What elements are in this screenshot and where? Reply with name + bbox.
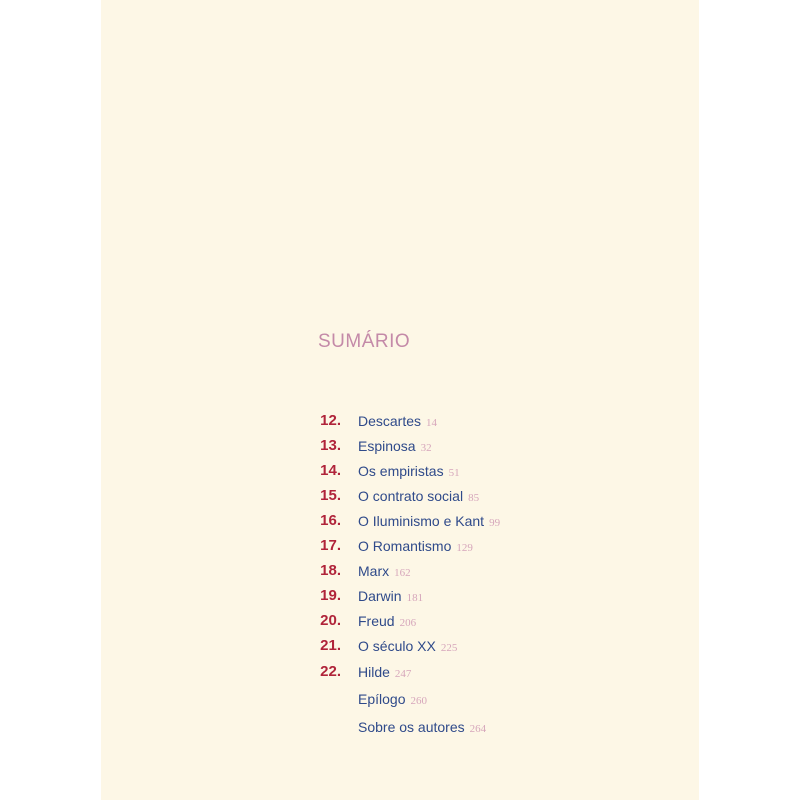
toc-entry[interactable] <box>0 688 800 710</box>
page-number: 206 <box>399 617 417 629</box>
chapter-title: O Romantismo <box>358 538 452 554</box>
toc-entry[interactable] <box>0 410 800 432</box>
toc-entry[interactable] <box>0 585 800 607</box>
page-number: 181 <box>406 592 424 604</box>
chapter-title: Espinosa <box>358 438 416 454</box>
chapter-number: 22. <box>320 663 341 680</box>
toc-entry[interactable] <box>0 435 800 457</box>
page-number: 14 <box>426 417 438 429</box>
chapter-title: Freud <box>358 613 395 629</box>
chapter-title: O contrato social <box>358 488 464 504</box>
page-number: 32 <box>420 442 432 454</box>
toc-entry[interactable] <box>0 535 800 557</box>
toc-entry[interactable] <box>0 661 800 683</box>
chapter-number: 16. <box>320 512 341 529</box>
chapter-title: Descartes <box>358 413 422 429</box>
page-number: 225 <box>440 642 458 654</box>
chapter-number: 13. <box>320 437 341 454</box>
chapter-number: 18. <box>320 562 341 579</box>
chapter-title: Marx <box>358 563 390 579</box>
chapter-number: 21. <box>320 637 341 654</box>
page-number: 129 <box>456 542 473 554</box>
toc-entry[interactable] <box>0 485 800 507</box>
toc-entry[interactable] <box>0 716 800 738</box>
chapter-number: 15. <box>320 487 341 504</box>
page-number: 162 <box>394 567 411 579</box>
chapter-number: 20. <box>320 612 341 629</box>
chapter-title: Sobre os autores <box>358 719 465 735</box>
page-number: 260 <box>410 695 427 707</box>
toc-entry[interactable] <box>0 510 800 532</box>
chapter-title: Hilde <box>358 664 390 680</box>
chapter-title: Os empiristas <box>358 463 444 479</box>
toc-entry[interactable] <box>0 610 800 632</box>
page-title: SUMÁRIO <box>318 331 411 352</box>
chapter-title: Darwin <box>358 588 402 604</box>
toc-entry[interactable] <box>0 635 800 657</box>
chapter-number: 19. <box>320 587 341 604</box>
toc-entry[interactable] <box>0 560 800 582</box>
page-number: 51 <box>448 467 460 479</box>
page-number: 85 <box>468 492 480 504</box>
chapter-number: 12. <box>320 412 341 429</box>
toc-entry[interactable] <box>0 460 800 482</box>
page-number: 99 <box>489 517 501 529</box>
chapter-number: 17. <box>320 537 341 554</box>
chapter-title: O século XX <box>358 638 436 654</box>
page-number: 264 <box>469 723 487 735</box>
chapter-title: O Iluminismo e Kant <box>358 513 485 529</box>
page-number: 247 <box>394 668 412 680</box>
chapter-title: Epílogo <box>358 691 406 707</box>
chapter-number: 14. <box>320 462 341 479</box>
